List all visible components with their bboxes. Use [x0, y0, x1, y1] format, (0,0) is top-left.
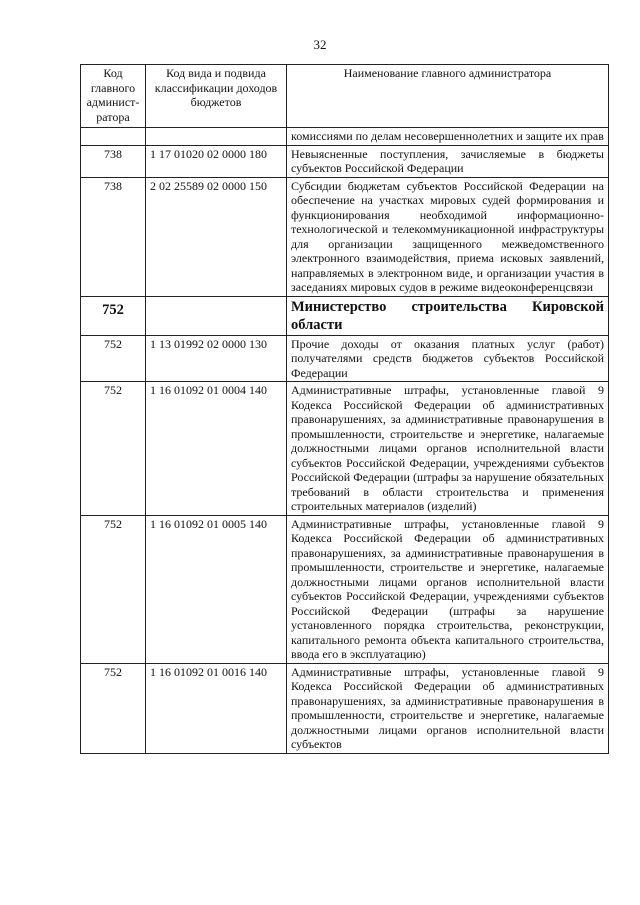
income-code-cell: 1 16 01092 01 0016 140 — [146, 663, 287, 753]
admin-name-cell: Административные штрафы, установленные главой 9 Кодекса Российской Федерации об административных правонарушениях, за административные правонарушения в промышленности, строительстве и энергетике, налагаемые должностными лицами органов исполнительной власти субъектов — [287, 663, 609, 753]
table-row — [81, 663, 609, 753]
income-classification-table — [80, 64, 609, 754]
section-admin-name: Министерство строительства Кировской области — [287, 296, 609, 335]
admin-name-cell: Административные штрафы, установленные главой 9 Кодекса Российской Федерации об административных правонарушениях, за административные правонарушения в промышленности, строительстве и энергетике, налагаемые должностными лицами органов исполнительной власти субъектов Российской Федерации, учреждениями субъектов Российской Федерации (штрафы за нарушение обязательных требований в области строительства и применения строительных материалов (изделий) — [287, 382, 609, 516]
table-row — [81, 335, 609, 382]
table-header-row — [81, 65, 609, 128]
section-admin-code: 752 — [81, 296, 146, 335]
income-code-cell: 1 17 01020 02 0000 180 — [146, 145, 287, 177]
section-income-code — [146, 296, 287, 335]
admin-code-cell — [81, 128, 146, 146]
page-number: 32 — [313, 37, 327, 52]
income-code-cell — [146, 128, 287, 146]
table-row — [81, 145, 609, 177]
table-row — [81, 515, 609, 663]
admin-name-cell: Административные штрафы, установленные главой 9 Кодекса Российской Федерации об административных правонарушениях, за административные правонарушения в промышленности, строительстве и энергетике, налагаемые должностными лицами органов исполнительной власти субъектов Российской Федерации, учреждениями субъектов Российской Федерации (штрафы за нарушение установленного порядка строительства, реконструкции, капитального ремонта объекта капитального строительства, ввода его в эксплуатацию) — [287, 515, 609, 663]
header-admin-code: Код главного админист-ратора — [81, 65, 146, 128]
income-code-cell: 1 16 01092 01 0004 140 — [146, 382, 287, 516]
table-row — [81, 177, 609, 296]
admin-name-cell: Прочие доходы от оказания платных услуг (работ) получателями средств бюджетов субъектов Российской Федерации — [287, 335, 609, 382]
admin-name-cell: Субсидии бюджетам субъектов Российской Федерации на обеспечение на участках мировых судей формирования и функционирования необходимой информационно-технологической и телекоммуникационной инфраструктуры для организации защищенного межведомственного электронного взаимодействия, приема исковых заявлений, направляемых в электронном виде, и организации участия в заседаниях мировых судов в режиме видеоконференцсвязи — [287, 177, 609, 296]
table-row — [81, 128, 609, 146]
header-admin-name: Наименование главного администратора — [287, 65, 609, 128]
section-row — [81, 296, 609, 335]
header-income-code: Код вида и подвида классификации доходов бюджетов — [146, 65, 287, 128]
admin-code-cell: 738 — [81, 177, 146, 296]
income-code-cell: 1 16 01092 01 0005 140 — [146, 515, 287, 663]
admin-code-cell: 738 — [81, 145, 146, 177]
income-code-cell: 2 02 25589 02 0000 150 — [146, 177, 287, 296]
table-row — [81, 382, 609, 516]
admin-code-cell: 752 — [81, 515, 146, 663]
admin-code-cell: 752 — [81, 382, 146, 516]
admin-name-cell: Невыясненные поступления, зачисляемые в бюджеты субъектов Российской Федерации — [287, 145, 609, 177]
admin-name-cell: комиссиями по делам несовершеннолетних и защите их прав — [287, 128, 609, 146]
income-code-cell: 1 13 01992 02 0000 130 — [146, 335, 287, 382]
admin-code-cell: 752 — [81, 663, 146, 753]
admin-code-cell: 752 — [81, 335, 146, 382]
